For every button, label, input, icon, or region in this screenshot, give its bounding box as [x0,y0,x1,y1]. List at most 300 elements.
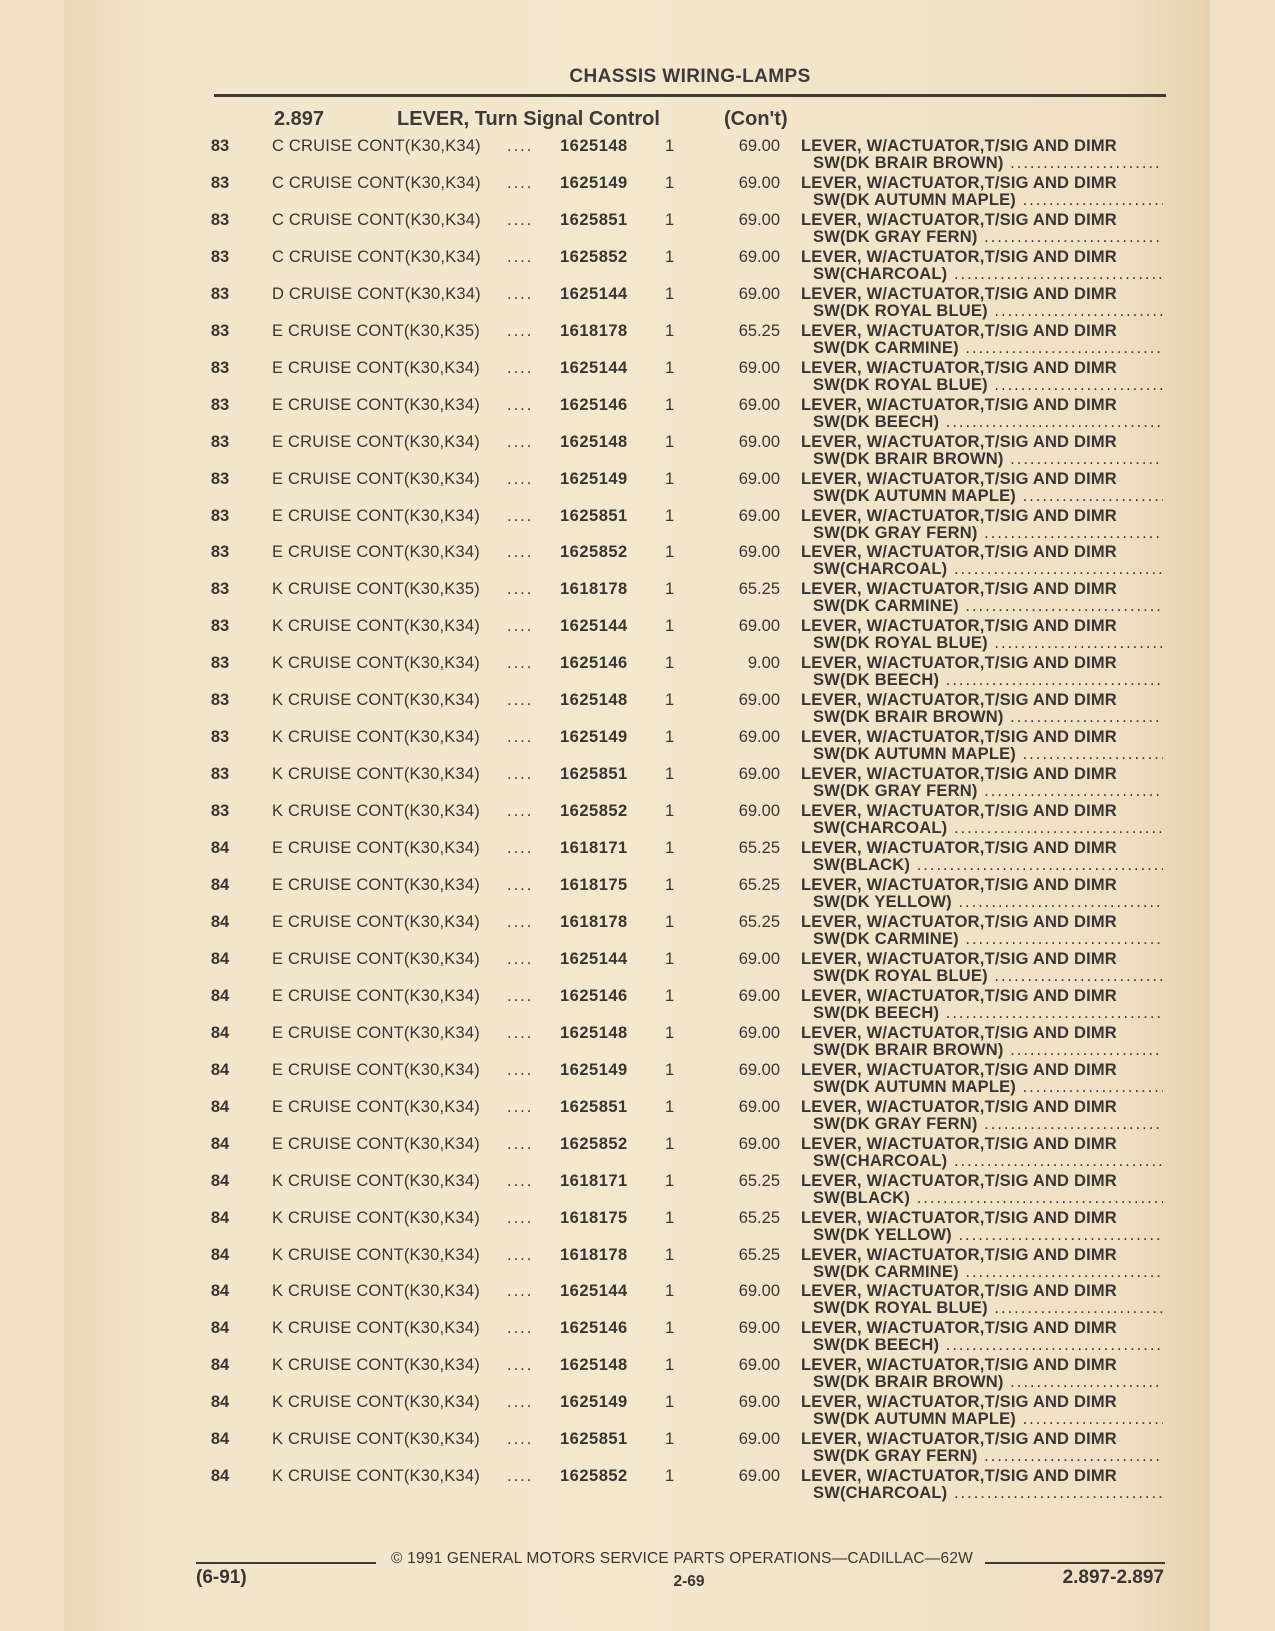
price: 69.00 [738,506,780,525]
table-row [0,1098,1275,1134]
ref-number: 83 [210,137,230,155]
item-note: LEVER, W/ACTUATOR,T/SIG AND DIMR [801,580,1117,599]
quantity: 1 [665,210,675,229]
leader-dots: .... [507,1467,534,1486]
footer-rule-left [196,1562,376,1564]
quantity: 1 [665,986,675,1005]
ref-number: 83 [210,432,230,451]
part-number: 1625851 [560,1430,628,1449]
leader-dots: .... [507,247,534,266]
leader-dots: .... [507,691,534,710]
table-row [0,1061,1275,1097]
item-description: K CRUISE CONT(K30,K34) [272,654,480,673]
ref-number: 84 [210,1060,230,1079]
leader-dots: .... [507,802,534,821]
part-number: 1625148 [560,1023,628,1042]
item-note: LEVER, W/ACTUATOR,T/SIG AND DIMR [801,137,1117,155]
item-note-color: SW(DK GRAY FERN) ..... [813,228,1163,247]
price: 69.00 [738,617,780,636]
table-row [0,1430,1275,1466]
page-title: CHASSIS WIRING-LAMPS [569,66,811,87]
price: 69.00 [738,802,780,821]
item-description: C CRUISE CONT(K30,K34) [272,137,481,155]
item-note: LEVER, W/ACTUATOR,T/SIG AND DIMR [801,1356,1117,1375]
item-description: K CRUISE CONT(K30,K34) [272,765,480,784]
item-note: LEVER, W/ACTUATOR,T/SIG AND DIMR [801,802,1117,821]
price: 69.00 [738,432,780,451]
table-row [0,285,1275,321]
part-number: 1625852 [560,1467,628,1486]
leader-dots: .... [507,506,534,525]
price: 69.00 [738,1467,780,1486]
item-note-color: SW(DK CARMINE) ..... [813,597,1163,616]
quantity: 1 [665,284,675,303]
leader-dots: .... [507,728,534,747]
table-row [0,617,1275,653]
footer-rule-right [985,1562,1165,1564]
table-row [0,1319,1275,1355]
part-number: 1625852 [560,247,628,266]
part-number: 1618175 [560,1208,628,1227]
table-row [0,987,1275,1023]
item-description: K CRUISE CONT(K30,K34) [272,1393,480,1412]
leader-dots: .... [507,358,534,377]
price: 69.00 [738,1023,780,1042]
ref-number: 83 [210,580,230,599]
item-note-color: SW(DK GRAY FERN) ..... [813,1115,1163,1134]
table-row [0,580,1275,616]
ref-number: 84 [210,1430,230,1449]
price: 69.00 [738,173,780,192]
item-note: LEVER, W/ACTUATOR,T/SIG AND DIMR [801,617,1117,636]
quantity: 1 [665,1060,675,1079]
price: 65.25 [738,1245,780,1264]
part-number: 1618175 [560,876,628,894]
leader-dots: .... [507,210,534,229]
leader-dots: .... [507,1097,534,1116]
leader-dots: .... [507,1319,534,1338]
quantity: 1 [665,1356,675,1375]
ref-number: 84 [210,1023,230,1042]
ref-number: 83 [210,321,230,340]
quantity: 1 [665,580,675,599]
table-row [0,765,1275,801]
item-description: E CRUISE CONT(K30,K34) [272,876,480,894]
item-note-color: SW(DK GRAY FERN) ..... [813,524,1163,543]
group-heading [0,108,1275,134]
quantity: 1 [665,321,675,340]
item-description: E CRUISE CONT(K30,K34) [272,986,480,1005]
item-description: K CRUISE CONT(K30,K34) [272,1356,480,1375]
leader-dots: .... [507,1393,534,1412]
leader-dots: .... [507,986,534,1005]
part-number: 1625149 [560,728,628,747]
table-row [0,174,1275,210]
item-note-color: SW(CHARCOAL) ..... [813,1152,1163,1171]
price: 69.00 [738,1319,780,1338]
section-range: 2.897-2.897 [1062,1567,1164,1588]
part-number: 1625144 [560,617,628,636]
part-number: 1625146 [560,986,628,1005]
item-description: K CRUISE CONT(K30,K34) [272,1319,480,1338]
item-description: K CRUISE CONT(K30,K34) [272,617,480,636]
leader-dots: .... [507,949,534,968]
item-description: E CRUISE CONT(K30,K34) [272,1134,480,1153]
table-row [0,433,1275,469]
quantity: 1 [665,469,675,488]
quantity: 1 [665,1171,675,1190]
ref-number: 84 [210,949,230,968]
leader-dots: .... [507,432,534,451]
leader-dots: .... [507,1023,534,1042]
table-row [0,950,1275,986]
ref-number: 84 [210,986,230,1005]
part-number: 1625144 [560,1282,628,1301]
item-description: K CRUISE CONT(K30,K34) [272,728,480,747]
ref-number: 83 [210,765,230,784]
item-note: LEVER, W/ACTUATOR,T/SIG AND DIMR [801,469,1117,488]
table-row [0,248,1275,284]
leader-dots: .... [507,912,534,931]
ref-number: 84 [210,912,230,931]
item-note: LEVER, W/ACTUATOR,T/SIG AND DIMR [801,1467,1117,1486]
quantity: 1 [665,137,675,155]
leader-dots: .... [507,876,534,894]
quantity: 1 [665,654,675,673]
price: 65.25 [738,1171,780,1190]
table-row [0,728,1275,764]
price: 69.00 [738,395,780,414]
part-number: 1625148 [560,691,628,710]
table-row [0,396,1275,432]
item-note: LEVER, W/ACTUATOR,T/SIG AND DIMR [801,432,1117,451]
ref-number: 83 [210,358,230,377]
price: 69.00 [738,986,780,1005]
part-number: 1625851 [560,1097,628,1116]
price: 69.00 [738,137,780,155]
leader-dots: .... [507,284,534,303]
quantity: 1 [665,432,675,451]
part-number: 1618178 [560,912,628,931]
price: 65.25 [738,1208,780,1227]
quantity: 1 [665,173,675,192]
item-note-color: SW(DK ROYAL BLUE) ..... [813,1299,1163,1318]
item-note-color: SW(DK YELLOW) ..... [813,1226,1163,1245]
item-description: E CRUISE CONT(K30,K34) [272,839,480,858]
item-description: E CRUISE CONT(K30,K34) [272,358,480,377]
item-description: K CRUISE CONT(K30,K34) [272,1245,480,1264]
item-description: E CRUISE CONT(K30,K35) [272,321,480,340]
item-note: LEVER, W/ACTUATOR,T/SIG AND DIMR [801,358,1117,377]
quantity: 1 [665,617,675,636]
quantity: 1 [665,1282,675,1301]
price: 69.00 [738,949,780,968]
item-note-color: SW(DK BEECH) ..... [813,413,1163,432]
quantity: 1 [665,1208,675,1227]
part-number: 1625852 [560,1134,628,1153]
item-note: LEVER, W/ACTUATOR,T/SIG AND DIMR [801,506,1117,525]
part-number: 1625146 [560,654,628,673]
ref-number: 83 [210,802,230,821]
item-description: K CRUISE CONT(K30,K34) [272,1430,480,1449]
part-number: 1625851 [560,765,628,784]
item-note-color: SW(DK AUTUMN MAPLE) ..... [813,191,1163,210]
part-number: 1618171 [560,1171,628,1190]
part-number: 1625851 [560,210,628,229]
leader-dots: .... [507,321,534,340]
part-number: 1625144 [560,284,628,303]
item-note-color: SW(DK ROYAL BLUE) ..... [813,967,1163,986]
item-description: E CRUISE CONT(K30,K34) [272,543,480,562]
item-note: LEVER, W/ACTUATOR,T/SIG AND DIMR [801,1097,1117,1116]
part-number: 1625144 [560,949,628,968]
quantity: 1 [665,1245,675,1264]
price: 69.00 [738,543,780,562]
table-row [0,1135,1275,1171]
item-note-color: SW(DK BRAIR BROWN) ..... [813,708,1163,727]
quantity: 1 [665,1319,675,1338]
part-number: 1625852 [560,543,628,562]
ref-number: 84 [210,1245,230,1264]
leader-dots: .... [507,617,534,636]
table-row [0,359,1275,395]
item-note-color: SW(DK BRAIR BROWN) ..... [813,1041,1163,1060]
table-row [0,1172,1275,1208]
quantity: 1 [665,395,675,414]
item-description: E CRUISE CONT(K30,K34) [272,1097,480,1116]
ref-number: 84 [210,1356,230,1375]
quantity: 1 [665,802,675,821]
ref-number: 83 [210,617,230,636]
part-number: 1618178 [560,321,628,340]
price: 69.00 [738,247,780,266]
price: 69.00 [738,210,780,229]
item-description: E CRUISE CONT(K30,K34) [272,395,480,414]
quantity: 1 [665,506,675,525]
quantity: 1 [665,728,675,747]
item-note-color: SW(DK BEECH) ..... [813,671,1163,690]
ref-number: 83 [210,728,230,747]
item-description: C CRUISE CONT(K30,K34) [272,247,481,266]
item-description: C CRUISE CONT(K30,K34) [272,210,481,229]
leader-dots: .... [507,173,534,192]
item-description: E CRUISE CONT(K30,K34) [272,949,480,968]
quantity: 1 [665,358,675,377]
item-description: K CRUISE CONT(K30,K35) [272,580,480,599]
part-number: 1625148 [560,1356,628,1375]
item-note: LEVER, W/ACTUATOR,T/SIG AND DIMR [801,765,1117,784]
ref-number: 84 [210,876,230,894]
item-note: LEVER, W/ACTUATOR,T/SIG AND DIMR [801,986,1117,1005]
item-note-color: SW(DK BEECH) ..... [813,1336,1163,1355]
part-number: 1625144 [560,358,628,377]
item-note: LEVER, W/ACTUATOR,T/SIG AND DIMR [801,173,1117,192]
item-note: LEVER, W/ACTUATOR,T/SIG AND DIMR [801,1208,1117,1227]
ref-number: 83 [210,654,230,673]
quantity: 1 [665,691,675,710]
item-note: LEVER, W/ACTUATOR,T/SIG AND DIMR [801,543,1117,562]
item-description: E CRUISE CONT(K30,K34) [272,432,480,451]
leader-dots: .... [507,580,534,599]
table-row [0,1246,1275,1282]
price: 69.00 [738,1282,780,1301]
item-note: LEVER, W/ACTUATOR,T/SIG AND DIMR [801,654,1117,673]
quantity: 1 [665,1023,675,1042]
ref-number: 84 [210,839,230,858]
item-description: D CRUISE CONT(K30,K34) [272,284,481,303]
leader-dots: .... [507,469,534,488]
leader-dots: .... [507,1430,534,1449]
item-description: E CRUISE CONT(K30,K34) [272,469,480,488]
price: 69.00 [738,1356,780,1375]
quantity: 1 [665,543,675,562]
item-note-color: SW(DK BRAIR BROWN) ..... [813,450,1163,469]
price: 69.00 [738,284,780,303]
quantity: 1 [665,1430,675,1449]
table-row [0,470,1275,506]
price: 69.00 [738,1430,780,1449]
item-note: LEVER, W/ACTUATOR,T/SIG AND DIMR [801,247,1117,266]
quantity: 1 [665,247,675,266]
ref-number: 84 [210,1208,230,1227]
item-note-color: SW(CHARCOAL) ..... [813,265,1163,284]
item-note-color: SW(DK AUTUMN MAPLE) ..... [813,745,1163,764]
table-row [0,1024,1275,1060]
table-row [0,839,1275,875]
leader-dots: .... [507,1171,534,1190]
quantity: 1 [665,949,675,968]
leader-dots: .... [507,1282,534,1301]
table-row [0,1393,1275,1429]
part-number: 1625148 [560,137,628,155]
table-row [0,913,1275,949]
item-note: LEVER, W/ACTUATOR,T/SIG AND DIMR [801,876,1117,894]
item-description: E CRUISE CONT(K30,K34) [272,1023,480,1042]
price: 9.00 [747,654,780,673]
item-note: LEVER, W/ACTUATOR,T/SIG AND DIMR [801,210,1117,229]
table-row [0,876,1275,912]
ref-number: 83 [210,247,230,266]
item-note: LEVER, W/ACTUATOR,T/SIG AND DIMR [801,1319,1117,1338]
quantity: 1 [665,765,675,784]
item-note-color: SW(DK GRAY FERN) ..... [813,1447,1163,1466]
leader-dots: .... [507,839,534,858]
footer-copyright: © 1991 GENERAL MOTORS SERVICE PARTS OPERATIONS—CADILLAC—62W [391,1550,973,1567]
leader-dots: .... [507,1245,534,1264]
part-number: 1625149 [560,173,628,192]
price: 69.00 [738,1060,780,1079]
item-note: LEVER, W/ACTUATOR,T/SIG AND DIMR [801,1245,1117,1264]
price: 69.00 [738,728,780,747]
item-note-color: SW(DK BRAIR BROWN) ..... [813,154,1163,173]
item-note-color: SW(BLACK) ..... [813,1189,1163,1208]
item-description: C CRUISE CONT(K30,K34) [272,173,481,192]
item-note-color: SW(CHARCOAL) ..... [813,560,1163,579]
item-note-color: SW(DK ROYAL BLUE) ..... [813,302,1163,321]
table-row [0,1356,1275,1392]
header-divider [214,94,1166,97]
ref-number: 83 [210,691,230,710]
item-description: K CRUISE CONT(K30,K34) [272,802,480,821]
part-number: 1625146 [560,1319,628,1338]
quantity: 1 [665,1467,675,1486]
leader-dots: .... [507,395,534,414]
part-number: 1625851 [560,506,628,525]
item-note: LEVER, W/ACTUATOR,T/SIG AND DIMR [801,949,1117,968]
ref-number: 83 [210,173,230,192]
item-note: LEVER, W/ACTUATOR,T/SIG AND DIMR [801,395,1117,414]
table-row [0,802,1275,838]
table-row [0,322,1275,358]
price: 69.00 [738,469,780,488]
item-note-color: SW(DK AUTUMN MAPLE) ..... [813,1410,1163,1429]
item-note-color: SW(DK YELLOW) ..... [813,893,1163,912]
item-description: K CRUISE CONT(K30,K34) [272,1467,480,1486]
part-number: 1625149 [560,1393,628,1412]
leader-dots: .... [507,1208,534,1227]
ref-number: 84 [210,1097,230,1116]
ref-number: 83 [210,506,230,525]
price: 69.00 [738,1097,780,1116]
item-note: LEVER, W/ACTUATOR,T/SIG AND DIMR [801,1060,1117,1079]
ref-number: 83 [210,284,230,303]
quantity: 1 [665,1097,675,1116]
item-description: K CRUISE CONT(K30,K34) [272,691,480,710]
ref-number: 83 [210,469,230,488]
ref-number: 84 [210,1319,230,1338]
quantity: 1 [665,876,675,894]
price: 65.25 [738,321,780,340]
item-note-color: SW(BLACK) ..... [813,856,1163,875]
item-note: LEVER, W/ACTUATOR,T/SIG AND DIMR [801,1023,1117,1042]
quantity: 1 [665,1134,675,1153]
item-note-color: SW(DK CARMINE) ..... [813,930,1163,949]
item-note: LEVER, W/ACTUATOR,T/SIG AND DIMR [801,728,1117,747]
table-row [0,1282,1275,1318]
table-row [0,543,1275,579]
ref-number: 84 [210,1282,230,1301]
item-note-color: SW(CHARCOAL) ..... [813,1484,1163,1503]
part-number: 1625149 [560,1060,628,1079]
item-description: E CRUISE CONT(K30,K34) [272,506,480,525]
part-number: 1625148 [560,432,628,451]
leader-dots: .... [507,654,534,673]
ref-number: 84 [210,1393,230,1412]
item-note: LEVER, W/ACTUATOR,T/SIG AND DIMR [801,1393,1117,1412]
item-note-color: SW(DK ROYAL BLUE) ..... [813,376,1163,395]
leader-dots: .... [507,765,534,784]
item-note: LEVER, W/ACTUATOR,T/SIG AND DIMR [801,284,1117,303]
item-note-color: SW(DK AUTUMN MAPLE) ..... [813,487,1163,506]
item-note: LEVER, W/ACTUATOR,T/SIG AND DIMR [801,912,1117,931]
item-note: LEVER, W/ACTUATOR,T/SIG AND DIMR [801,691,1117,710]
ref-number: 84 [210,1134,230,1153]
ref-number: 83 [210,543,230,562]
price: 65.25 [738,580,780,599]
leader-dots: .... [507,543,534,562]
part-number: 1625149 [560,469,628,488]
footer-date: (6-91) [196,1567,247,1588]
quantity: 1 [665,839,675,858]
price: 65.25 [738,839,780,858]
ref-number: 84 [210,1467,230,1486]
price: 65.25 [738,912,780,931]
part-number: 1618171 [560,839,628,858]
leader-dots: .... [507,1134,534,1153]
item-note-color: SW(DK AUTUMN MAPLE) ..... [813,1078,1163,1097]
table-row [0,691,1275,727]
item-description: E CRUISE CONT(K30,K34) [272,1060,480,1079]
